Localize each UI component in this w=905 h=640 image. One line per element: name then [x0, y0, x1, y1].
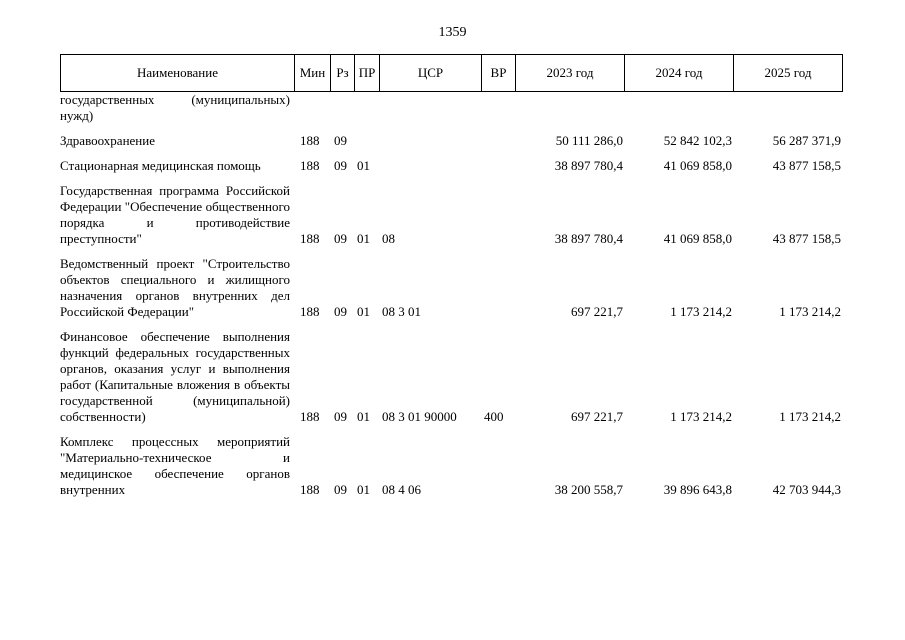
row-min: 188	[300, 158, 320, 173]
row-value-2024: 52 842 102,3	[663, 133, 732, 148]
row-vr: 400	[484, 409, 504, 424]
table-row	[60, 183, 843, 247]
row-value-2025: 1 173 214,2	[779, 409, 841, 424]
row-min: 188	[300, 482, 320, 497]
row-min: 188	[300, 409, 320, 424]
row-value-2024: 1 173 214,2	[670, 304, 732, 319]
row-name: Ведомственный проект "Строительство объектов специального и жилищного назначения органов внутренних дел Российской Федерации"	[60, 256, 290, 319]
table-row	[60, 158, 843, 174]
table-body	[60, 92, 843, 498]
row-value-2025: 1 173 214,2	[779, 304, 841, 319]
row-value-2023: 38 897 780,4	[554, 231, 623, 246]
header-pr: ПР	[355, 55, 380, 91]
row-value-2023: 50 111 286,0	[555, 133, 623, 148]
table-row	[60, 329, 843, 425]
row-rz: 09	[334, 133, 347, 148]
table-row	[60, 434, 843, 498]
header-rz: Рз	[331, 55, 355, 91]
row-value-2025: 42 703 944,3	[772, 482, 841, 497]
row-value-2025: 56 287 371,9	[772, 133, 841, 148]
row-min: 188	[300, 231, 320, 246]
row-pr: 01	[357, 158, 370, 173]
row-value-2023: 38 200 558,7	[554, 482, 623, 497]
row-value-2023: 697 221,7	[571, 304, 623, 319]
row-csr: 08 3 01 90000	[382, 409, 457, 424]
table-row	[60, 92, 843, 124]
row-csr: 08 4 06	[382, 482, 421, 497]
row-value-2023: 38 897 780,4	[554, 158, 623, 173]
table-row	[60, 256, 843, 320]
header-vr: ВР	[482, 55, 516, 91]
row-rz: 09	[334, 231, 347, 246]
page-number: 1359	[438, 25, 467, 40]
row-value-2024: 41 069 858,0	[663, 158, 732, 173]
row-name: государственных (муниципальных) нужд)	[60, 92, 290, 123]
row-csr: 08 3 01	[382, 304, 421, 319]
row-name: Финансовое обеспечение выполнения функций федеральных государственных органов, оказания услуг и выполнения работ (Капитальные вложения в объекты государственной (муниципальной) собственности)	[60, 329, 290, 424]
row-min: 188	[300, 133, 320, 148]
row-min: 188	[300, 304, 320, 319]
row-value-2025: 43 877 158,5	[772, 158, 841, 173]
header-name: Наименование	[61, 55, 295, 91]
row-value-2024: 39 896 643,8	[663, 482, 732, 497]
row-csr: 08	[382, 231, 395, 246]
row-name: Государственная программа Российской Федерации "Обеспечение общественного порядка и противодействие преступности"	[60, 183, 290, 246]
header-min: Мин	[295, 55, 331, 91]
row-rz: 09	[334, 304, 347, 319]
row-value-2023: 697 221,7	[571, 409, 623, 424]
header-year-2025: 2025 год	[764, 65, 812, 80]
row-value-2024: 1 173 214,2	[670, 409, 732, 424]
header-year-2023: 2023 год	[516, 55, 625, 91]
row-rz: 09	[334, 482, 347, 497]
row-pr: 01	[357, 409, 370, 424]
header-year-2024: 2024 год	[625, 55, 734, 91]
header-csr: ЦСР	[380, 55, 482, 91]
row-pr: 01	[357, 231, 370, 246]
table-header	[60, 54, 843, 92]
row-pr: 01	[357, 482, 370, 497]
row-value-2025: 43 877 158,5	[772, 231, 841, 246]
row-pr: 01	[357, 304, 370, 319]
row-name: Здравоохранение	[60, 133, 155, 148]
row-name: Комплекс процессных мероприятий "Материально-техническое и медицинское обеспечение органов внутренних	[60, 434, 290, 497]
budget-table	[60, 54, 843, 507]
row-rz: 09	[334, 409, 347, 424]
row-value-2024: 41 069 858,0	[663, 231, 732, 246]
row-name: Стационарная медицинская помощь	[60, 158, 261, 173]
row-rz: 09	[334, 158, 347, 173]
table-row	[60, 133, 843, 149]
